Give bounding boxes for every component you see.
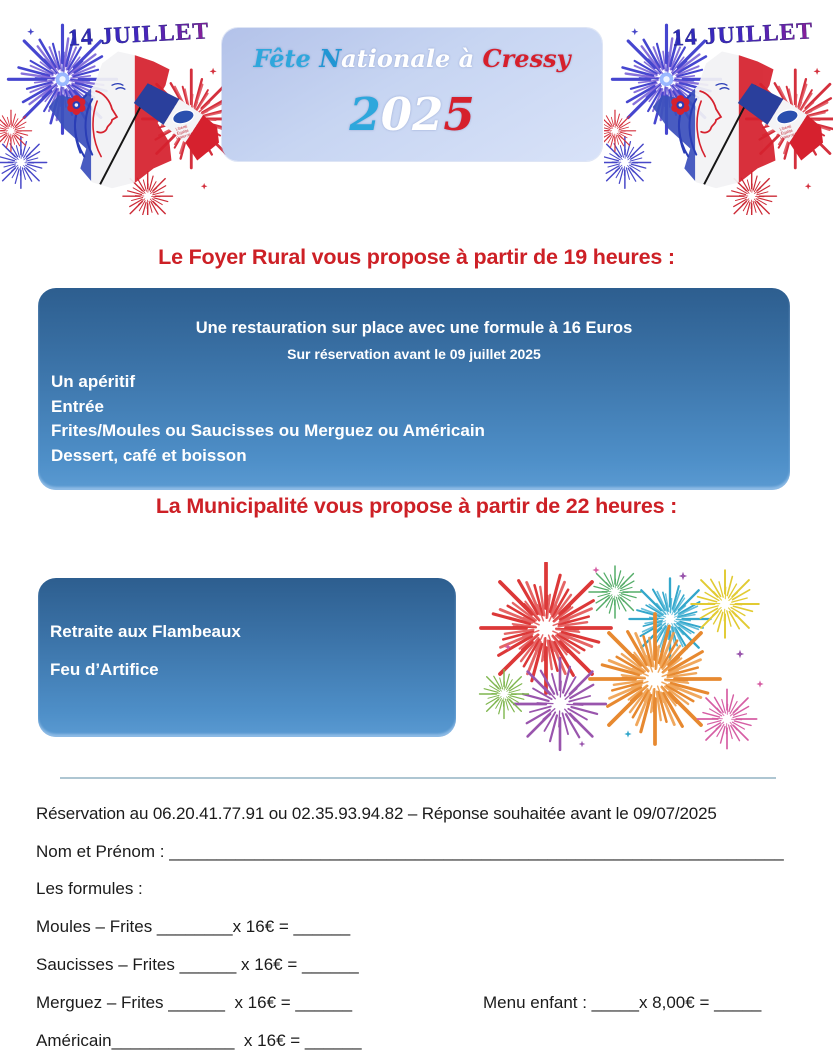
formule-row-americain: Américain_____________ x 16€ = ______ [36, 1031, 362, 1050]
name-blank-line: Nom et Prénom : _________________________________________________________________ [36, 842, 784, 861]
retraite-flambeaux-line: Retraite aux Flambeaux [50, 622, 241, 641]
foyer-rural-heading: Le Foyer Rural vous propose à partir de 19 heures : [158, 245, 675, 269]
formules-label: Les formules : [36, 879, 143, 898]
bastille-day-decoration-left [0, 2, 230, 215]
menu-item: Dessert, café et boisson [51, 445, 247, 465]
municipalite-heading: La Municipalité vous propose à partir de 22 heures : [155, 494, 678, 518]
soiree-box [38, 578, 456, 737]
formule-row-moules: Moules – Frites ________x 16€ = ______ [36, 917, 351, 936]
formule-row-saucisses: Saucisses – Frites ______ x 16€ = ______ [36, 955, 359, 974]
restauration-formula-line: Une restauration sur place avec une formule à 16 Euros [195, 319, 633, 337]
menu-item: Un apéritif [51, 372, 136, 391]
title-box [222, 28, 602, 161]
section-divider [60, 777, 776, 779]
reservation-contact-line: Réservation au 06.20.41.77.91 ou 02.35.93.94.82 – Réponse souhaitée avant le 09/07/2025 [36, 804, 717, 823]
title-segment: ationale à [341, 44, 483, 73]
title-segment: N [319, 44, 342, 73]
restauration-reservation-line: Sur réservation avant le 09 juillet 2025 [287, 346, 541, 362]
menu-item: Frites/Moules ou Saucisses ou Merguez ou Américain [51, 421, 485, 440]
year-segment: 2 [349, 88, 381, 141]
restauration-box [38, 288, 790, 490]
feu-artifice-line: Feu d’Artifice [50, 660, 159, 679]
title-segment: Fête [253, 44, 320, 73]
menu-item: Entrée [51, 396, 104, 416]
menu-enfant-row: Menu enfant : _____x 8,00€ = _____ [483, 993, 762, 1012]
title-segment: Cressy [482, 44, 571, 73]
bastille-day-decoration-right [604, 2, 833, 215]
fireworks-illustration [478, 562, 768, 757]
year-segment: 02 [380, 88, 444, 141]
formule-row-merguez: Merguez – Frites ______ x 16€ = ______ [36, 993, 353, 1012]
menu-items-list [51, 370, 485, 468]
title-year [222, 88, 602, 141]
page-title [222, 44, 602, 73]
year-segment: 5 [443, 88, 475, 141]
